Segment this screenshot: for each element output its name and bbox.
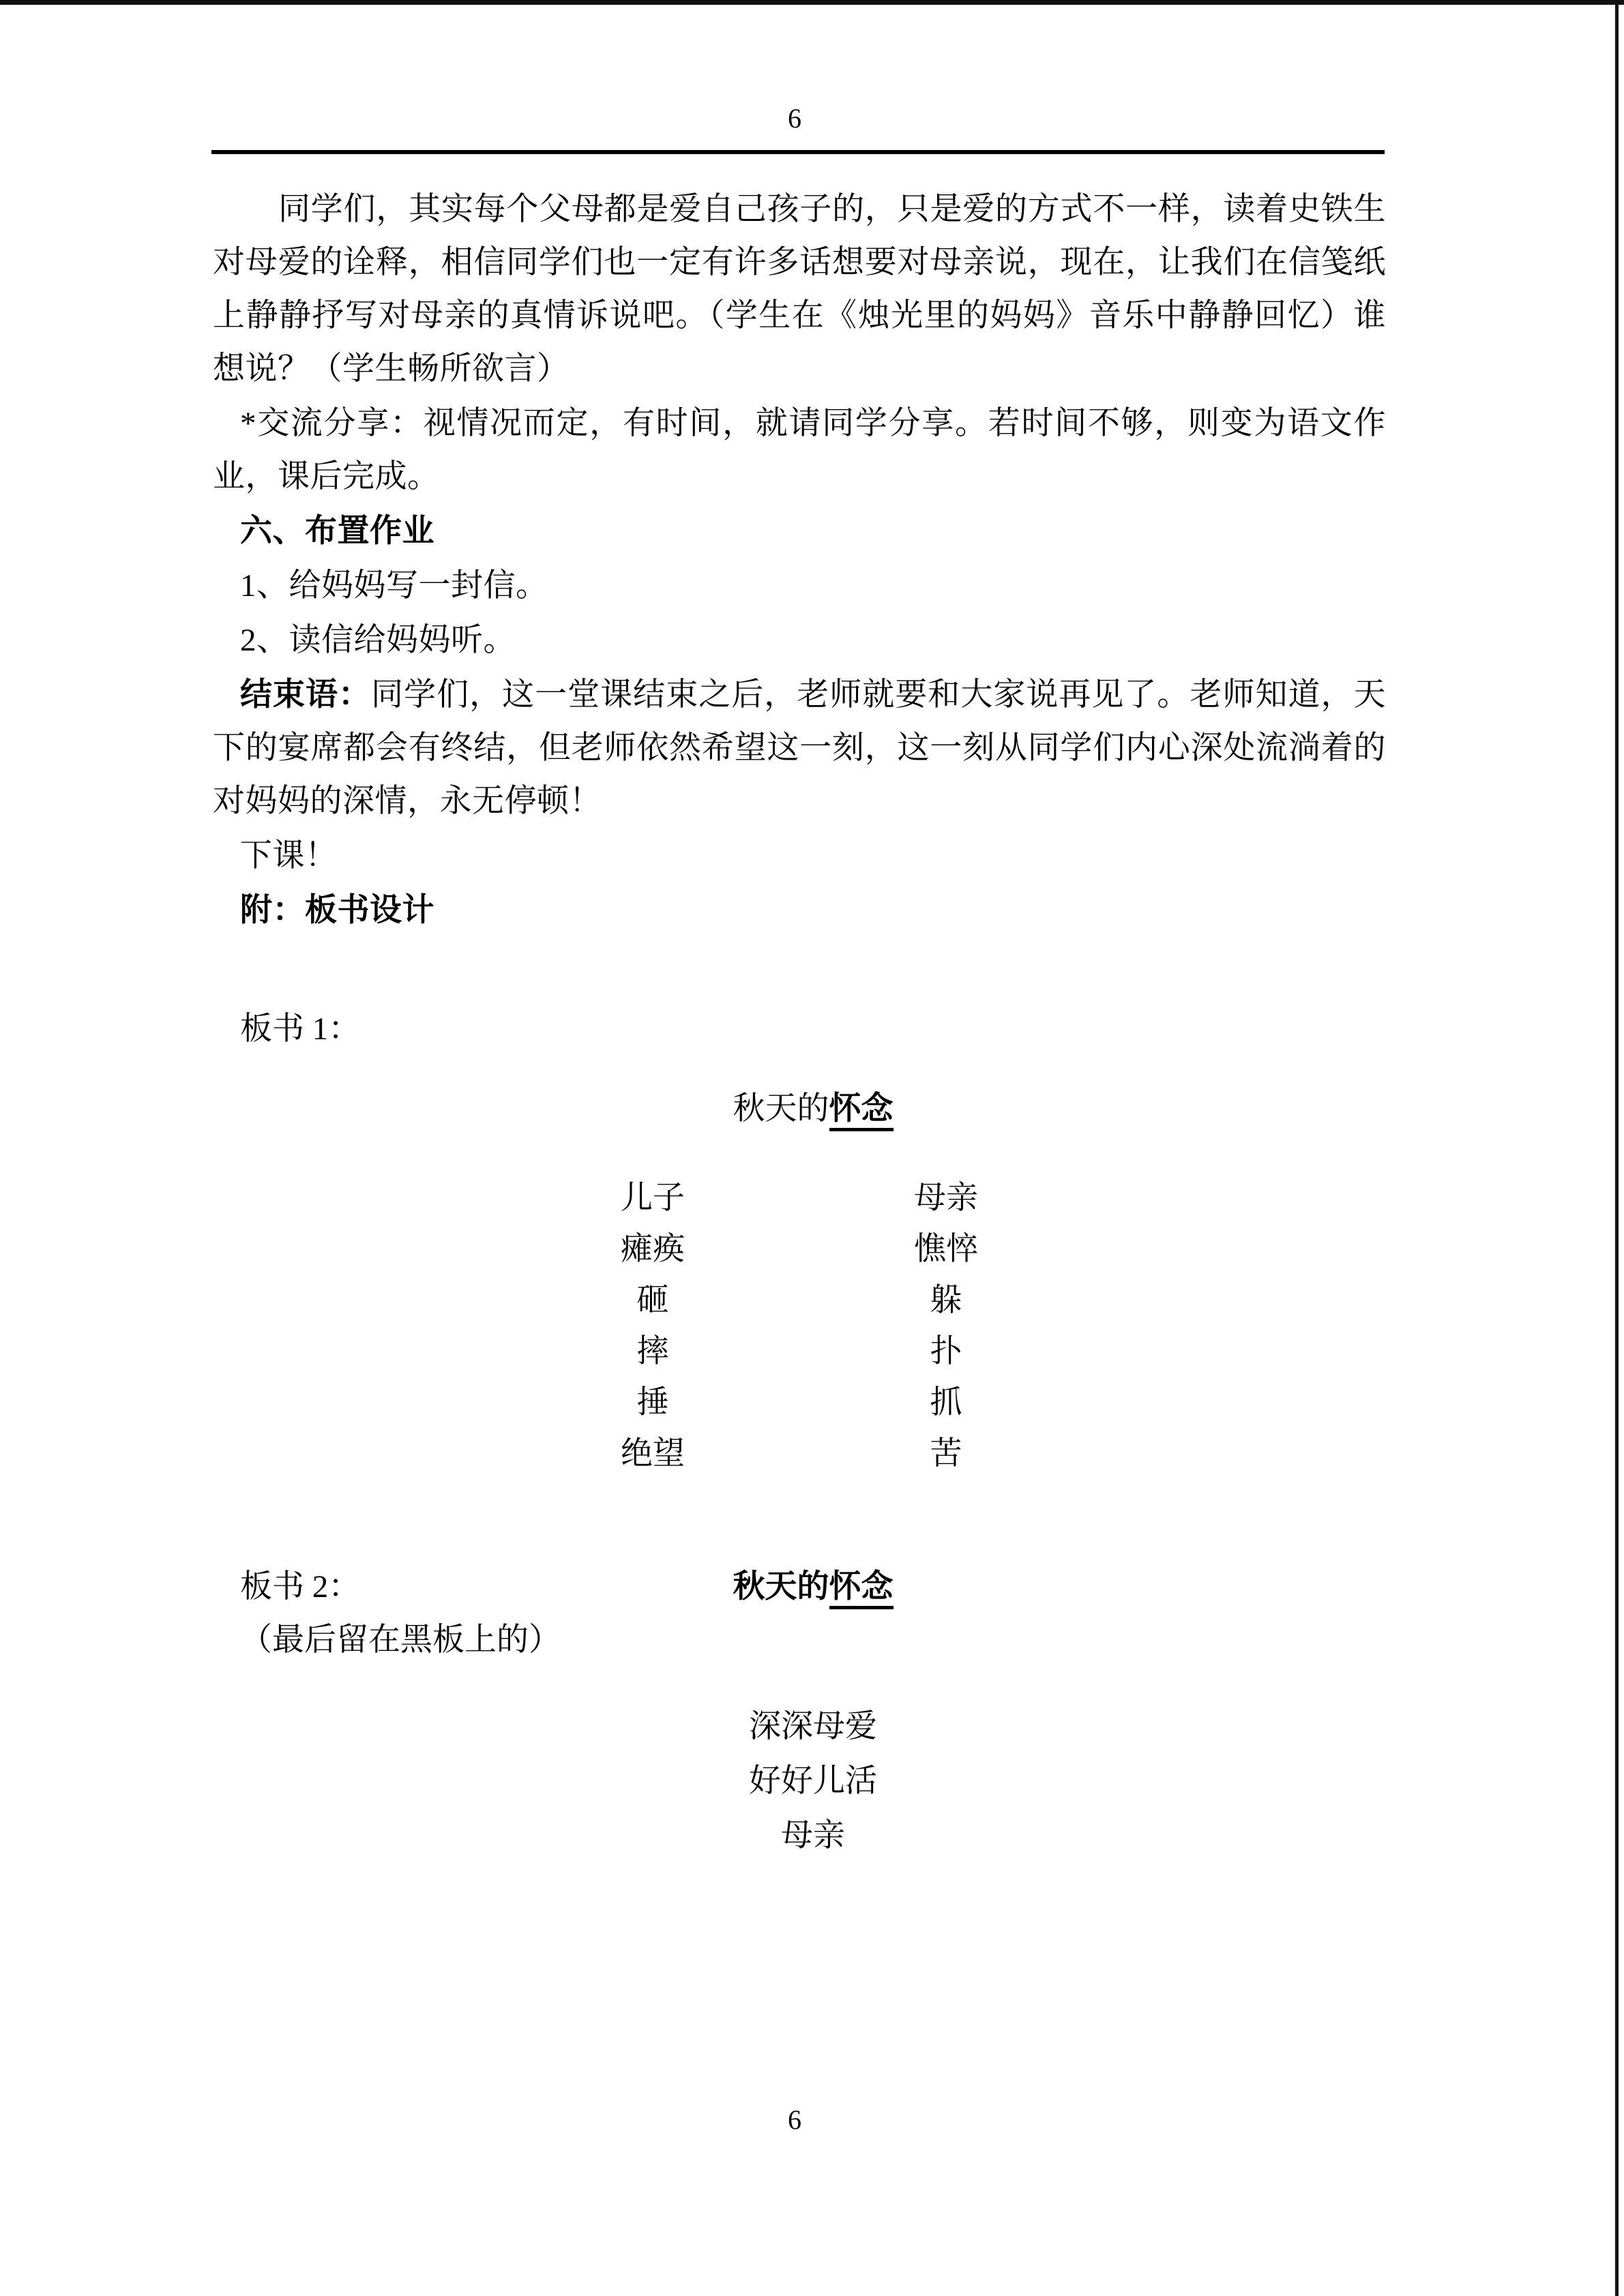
homework-item-2: 2、读信给妈妈听。 (240, 623, 516, 658)
paragraph-share-note: *交流分享：视情况而定，有时间，就请同学分享。若时间不够，则变为语文作业，课后完成。 (213, 406, 1386, 494)
board1-cell-left: 瘫痪 (621, 1232, 685, 1267)
board1-row (213, 1275, 1386, 1326)
dismiss-line: 下课！ (240, 838, 338, 874)
document-body (213, 183, 1386, 938)
homework-item-1: 1、给妈妈写一封信。 (240, 568, 548, 603)
header-page-number: 6 (788, 103, 801, 134)
board1-cell-right: 母亲 (914, 1180, 978, 1216)
closing-label: 结束语： (240, 677, 372, 713)
board1-cell-right: 抓 (930, 1385, 962, 1420)
board1-cell-left: 砸 (636, 1283, 669, 1318)
board2-line-group (213, 1667, 1386, 1863)
scan-edge-top (0, 0, 1624, 5)
board1-cell-left: 捶 (636, 1385, 669, 1420)
board1-row (213, 1429, 1386, 1480)
board1-row (213, 1326, 1386, 1377)
paragraph-intro: 同学们，其实每个父母都是爱自己孩子的，只是爱的方式不一样，读着史铁生对母爱的诠释，相信同学们也一定有许多话想要对母亲说，现在，让我们在信笺纸上静静抒写对母亲的真情诉说吧。（学生在《烛光里的妈妈》音乐中静静回忆）谁想说？（学生畅所欲言） (213, 192, 1386, 387)
board1-cell-left: 儿子 (621, 1180, 685, 1216)
section-heading-homework: 六、布置作业 (240, 513, 434, 549)
closing-text: 同学们，这一堂课结束之后，老师就要和大家说再见了。老师知道，天下的宴席都会有终结，但老师依然希望这一刻，这一刻从同学们内心深处流淌着的对妈妈的深情，永无停顿！ (213, 677, 1387, 819)
board2-title-plain: 秋天的 (733, 1569, 829, 1605)
board2-title (213, 1560, 1386, 1613)
board1-cell-gap (755, 1326, 844, 1377)
board2-line: 深深母爱 (749, 1709, 877, 1744)
board2-note: （最后留在黑板上的） (240, 1622, 561, 1658)
board1-cell-right: 苦 (930, 1436, 962, 1472)
footer-page-number: 6 (788, 2104, 801, 2135)
board1-cell-left: 摔 (636, 1334, 669, 1369)
board2-label: 板书 2： (240, 1569, 361, 1605)
board1-word-grid (213, 1133, 1386, 1480)
board1-cell-gap (755, 1377, 844, 1429)
board-design-2 (213, 1560, 1386, 1863)
board1-cell-right: 扑 (930, 1334, 962, 1369)
board1-cell-right: 憔悴 (914, 1232, 978, 1267)
board1-title-plain: 秋天的 (733, 1091, 829, 1127)
board-design-1 (213, 1002, 1386, 1480)
board2-line: 母亲 (781, 1818, 845, 1853)
closing-paragraph (213, 668, 1386, 828)
board1-cell-right: 躲 (930, 1283, 962, 1318)
board1-title-emphasis: 怀念 (829, 1091, 894, 1131)
board1-label: 板书 1： (240, 1011, 361, 1047)
board1-cell-gap (755, 1429, 844, 1480)
board1-row (213, 1173, 1386, 1224)
board1-row (213, 1224, 1386, 1275)
board1-cell-left: 绝望 (621, 1436, 685, 1472)
board1-title (213, 1056, 1386, 1133)
board1-row (213, 1377, 1386, 1429)
board2-title-emphasis: 怀念 (829, 1569, 894, 1609)
board1-cell-gap (755, 1173, 844, 1224)
page-header (0, 102, 1624, 157)
appendix-heading: 附：板书设计 (240, 893, 434, 928)
board1-cell-gap (755, 1275, 844, 1326)
board1-cell-gap (755, 1224, 844, 1275)
board2-line: 好好儿活 (749, 1763, 877, 1799)
header-rule (211, 150, 1385, 154)
scan-edge-right (1615, 0, 1619, 2296)
board2-head-row (213, 1560, 1386, 1613)
